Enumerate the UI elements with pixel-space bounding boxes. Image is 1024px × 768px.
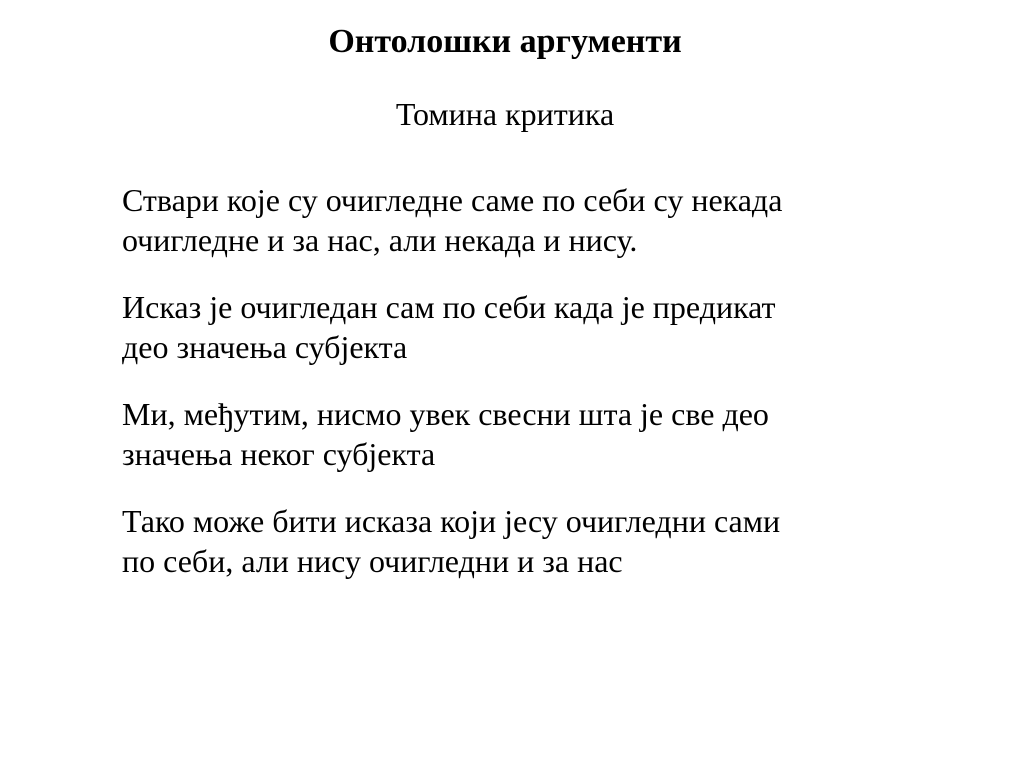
- slide-title: Онтолошки аргументи: [328, 23, 682, 60]
- paragraph-line: очигледне и за нас, али некада и нису.: [122, 222, 638, 258]
- paragraph-line: значења неког субјекта: [122, 436, 436, 472]
- paragraph-line: Исказ је очигледан сам по себи када је предикат: [122, 289, 776, 325]
- paragraph-line: Тако може бити исказа који јесу очигледни сами: [122, 503, 781, 539]
- paragraph-line: по себи, али нису очигледни и за нас: [122, 543, 623, 579]
- paragraph-1: [122, 180, 912, 260]
- slide-body: [122, 180, 912, 608]
- paragraph-line: Ми, међутим, нисмо увек свесни шта је све део: [122, 396, 769, 432]
- paragraph-line: Ствари које су очигледне саме по себи су некада: [122, 182, 783, 218]
- paragraph-line: део значења субјекта: [122, 329, 408, 365]
- slide-subtitle: Томина критика: [395, 96, 615, 132]
- paragraph-3: [122, 394, 912, 474]
- paragraph-4: [122, 501, 912, 581]
- paragraph-2: [122, 287, 912, 367]
